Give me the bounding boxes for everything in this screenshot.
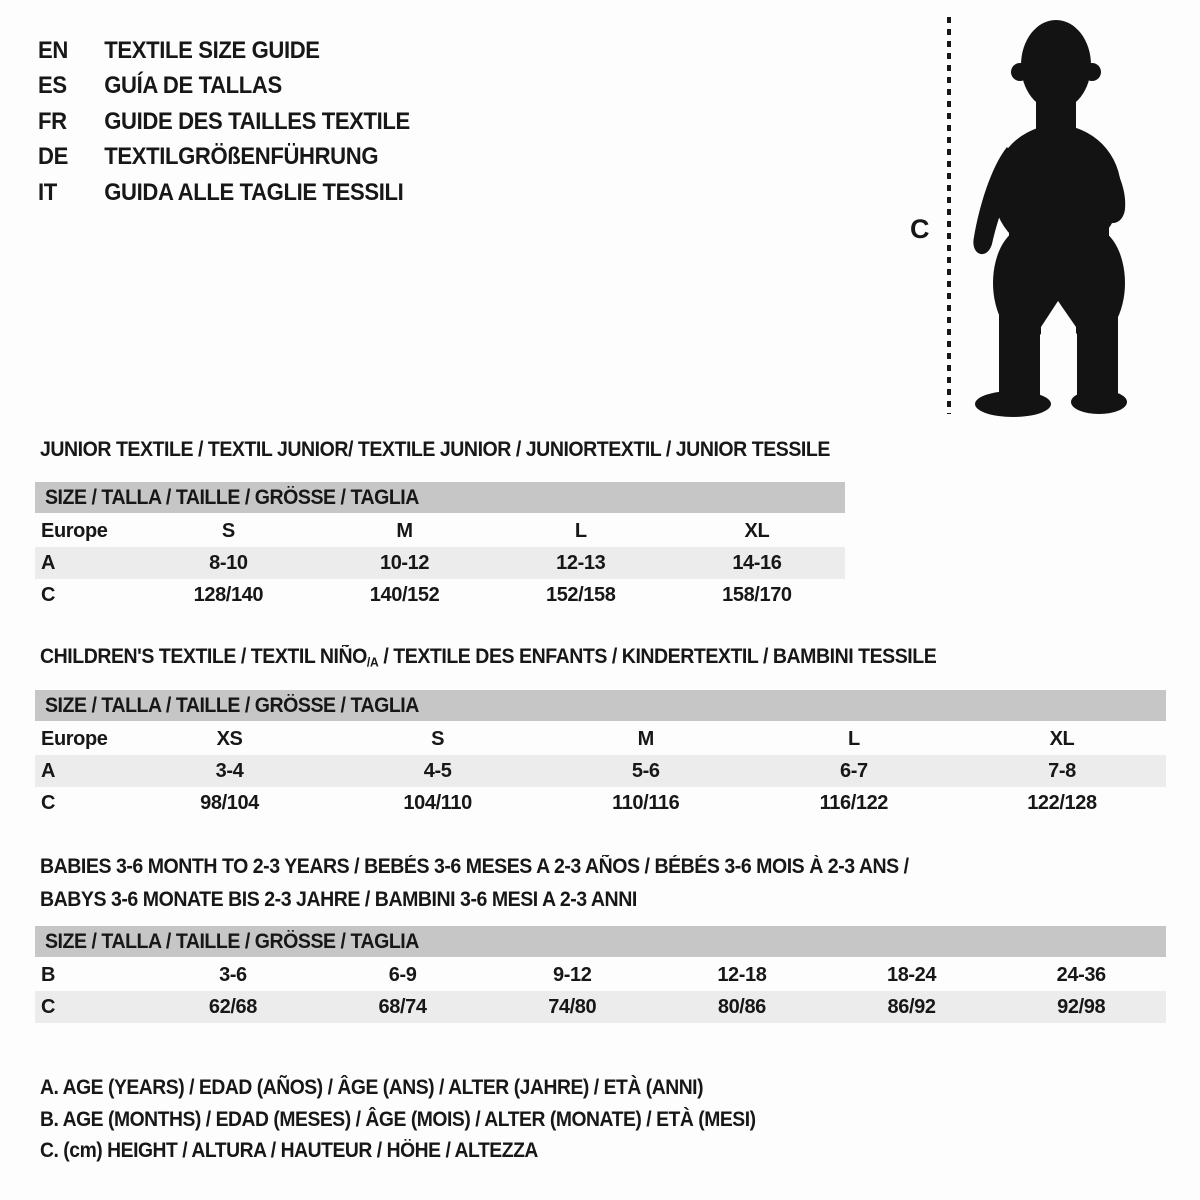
language-code: DE: [38, 143, 68, 171]
table-cell: 62/68: [208, 995, 257, 1018]
size-table-header-band: [35, 926, 1166, 957]
table-row: [35, 723, 1166, 755]
table-cell: 128/140: [193, 583, 264, 606]
table-cell: 24-36: [1056, 963, 1106, 986]
guide-title: GUÍA DE TALLAS: [104, 72, 282, 100]
table-cell: 80/86: [717, 995, 766, 1018]
babies-heading-line1: BABIES 3-6 MONTH TO 2-3 YEARS / BEBÉS 3-6 MESES A 2-3 AÑOS / BÉBÉS 3-6 MOIS À 2-3 ANS /: [40, 855, 909, 878]
table-cell: 98/104: [200, 791, 259, 814]
table-row: [35, 515, 845, 547]
table-cell: XL: [744, 519, 770, 542]
row-label: B: [41, 963, 56, 986]
children-heading-subscript: /A: [366, 654, 379, 670]
table-cell: 12-18: [717, 963, 767, 986]
size-table-header-label: SIZE / TALLA / TAILLE / GRÖSSE / TAGLIA: [45, 485, 419, 509]
table-cell: 152/158: [545, 583, 616, 606]
table-cell: 6-7: [839, 759, 868, 782]
language-row-it: [38, 175, 410, 211]
table-cell: 140/152: [369, 583, 440, 606]
babies-size-table: [35, 926, 1166, 1023]
height-measure-dashed-line: [947, 17, 951, 414]
children-heading-text: / TEXTILE DES ENFANTS / KINDERTEXTIL / BAMBINI TESSILE: [378, 645, 937, 668]
table-cell: 18-24: [886, 963, 937, 986]
table-cell: XS: [216, 727, 243, 750]
language-row-de: [38, 140, 410, 176]
children-heading-text: CHILDREN'S TEXTILE / TEXTIL NIÑO: [40, 645, 367, 668]
table-cell: 104/110: [403, 791, 472, 814]
language-code: FR: [38, 107, 67, 135]
junior-size-table: [35, 482, 845, 611]
table-cell: M: [396, 519, 413, 542]
guide-title: GUIDE DES TAILLES TEXTILE: [104, 107, 410, 135]
table-cell: 116/122: [819, 791, 889, 814]
table-cell: S: [431, 727, 445, 750]
footnote-age-months: B. AGE (MONTHS) / EDAD (MESES) / ÂGE (MOIS) / ALTER (MONATE) / ETÀ (MESI): [40, 1107, 756, 1131]
children-section-heading: [40, 640, 936, 679]
toddler-silhouette-icon: [963, 15, 1138, 420]
table-cell: 68/74: [378, 995, 427, 1018]
table-cell: 9-12: [553, 963, 592, 986]
row-label: C: [41, 583, 56, 606]
language-code: EN: [38, 36, 68, 64]
table-cell: 158/170: [722, 583, 792, 606]
table-cell: 3-6: [219, 963, 247, 986]
junior-section-heading: JUNIOR TEXTILE / TEXTIL JUNIOR/ TEXTILE JUNIOR / JUNIORTEXTIL / JUNIOR TESSILE: [40, 438, 830, 461]
table-row: [35, 991, 1166, 1023]
table-cell: 10-12: [379, 551, 430, 574]
table-cell: 92/98: [1057, 995, 1106, 1018]
footnote-age-years: A. AGE (YEARS) / EDAD (AÑOS) / ÂGE (ANS) / ALTER (JAHRE) / ETÀ (ANNI): [40, 1076, 704, 1099]
size-table-header-label: SIZE / TALLA / TAILLE / GRÖSSE / TAGLIA: [45, 929, 419, 953]
children-size-table: [35, 690, 1166, 819]
table-cell: XL: [1049, 727, 1075, 750]
language-row-en: [38, 33, 410, 69]
row-label: C: [41, 791, 56, 814]
table-cell: 6-9: [388, 963, 417, 986]
size-table-header-band: [35, 482, 845, 513]
language-row-fr: [38, 104, 410, 140]
table-cell: 122/128: [1027, 791, 1097, 814]
row-label: Europe: [41, 727, 108, 750]
guide-title: GUIDA ALLE TAGLIE TESSILI: [104, 178, 404, 206]
footnote-height-cm: C. (cm) HEIGHT / ALTURA / HAUTEUR / HÖHE / ALTEZZA: [40, 1139, 538, 1162]
row-label: C: [41, 995, 56, 1018]
height-measure-label: C: [910, 214, 930, 244]
table-cell: 7-8: [1048, 759, 1076, 782]
table-cell: 4-5: [423, 759, 452, 782]
row-label: A: [41, 551, 56, 574]
footnote-legend: [40, 1072, 818, 1167]
row-label: A: [41, 759, 56, 782]
table-row: [35, 755, 1166, 787]
table-cell: 110/116: [612, 791, 680, 814]
table-cell: 12-13: [556, 551, 606, 574]
language-row-es: [38, 69, 410, 105]
table-cell: 3-4: [215, 759, 244, 782]
row-label: Europe: [41, 519, 108, 542]
babies-heading-line2: BABYS 3-6 MONATE BIS 2-3 JAHRE / BAMBINI 3-6 MESI A 2-3 ANNI: [40, 888, 637, 911]
language-code: ES: [38, 72, 67, 100]
table-row: [35, 959, 1166, 991]
table-row: [35, 787, 1166, 819]
table-cell: L: [847, 727, 860, 750]
table-row: [35, 547, 845, 579]
table-cell: L: [574, 519, 587, 542]
table-row: [35, 579, 845, 611]
table-cell: 8-10: [209, 551, 248, 574]
table-cell: 86/92: [887, 995, 936, 1018]
size-table-header-label: SIZE / TALLA / TAILLE / GRÖSSE / TAGLIA: [45, 693, 419, 717]
table-cell: S: [221, 519, 235, 542]
language-code: IT: [38, 178, 57, 206]
guide-title: TEXTILE SIZE GUIDE: [104, 36, 320, 64]
table-cell: 74/80: [548, 995, 597, 1018]
table-cell: M: [637, 727, 654, 750]
language-title-list: [38, 33, 442, 211]
table-cell: 5-6: [631, 759, 660, 782]
size-table-header-band: [35, 690, 1166, 721]
table-cell: 14-16: [732, 551, 782, 574]
babies-section-heading: [40, 850, 974, 916]
guide-title: TEXTILGRÖßENFÜHRUNG: [104, 143, 379, 171]
